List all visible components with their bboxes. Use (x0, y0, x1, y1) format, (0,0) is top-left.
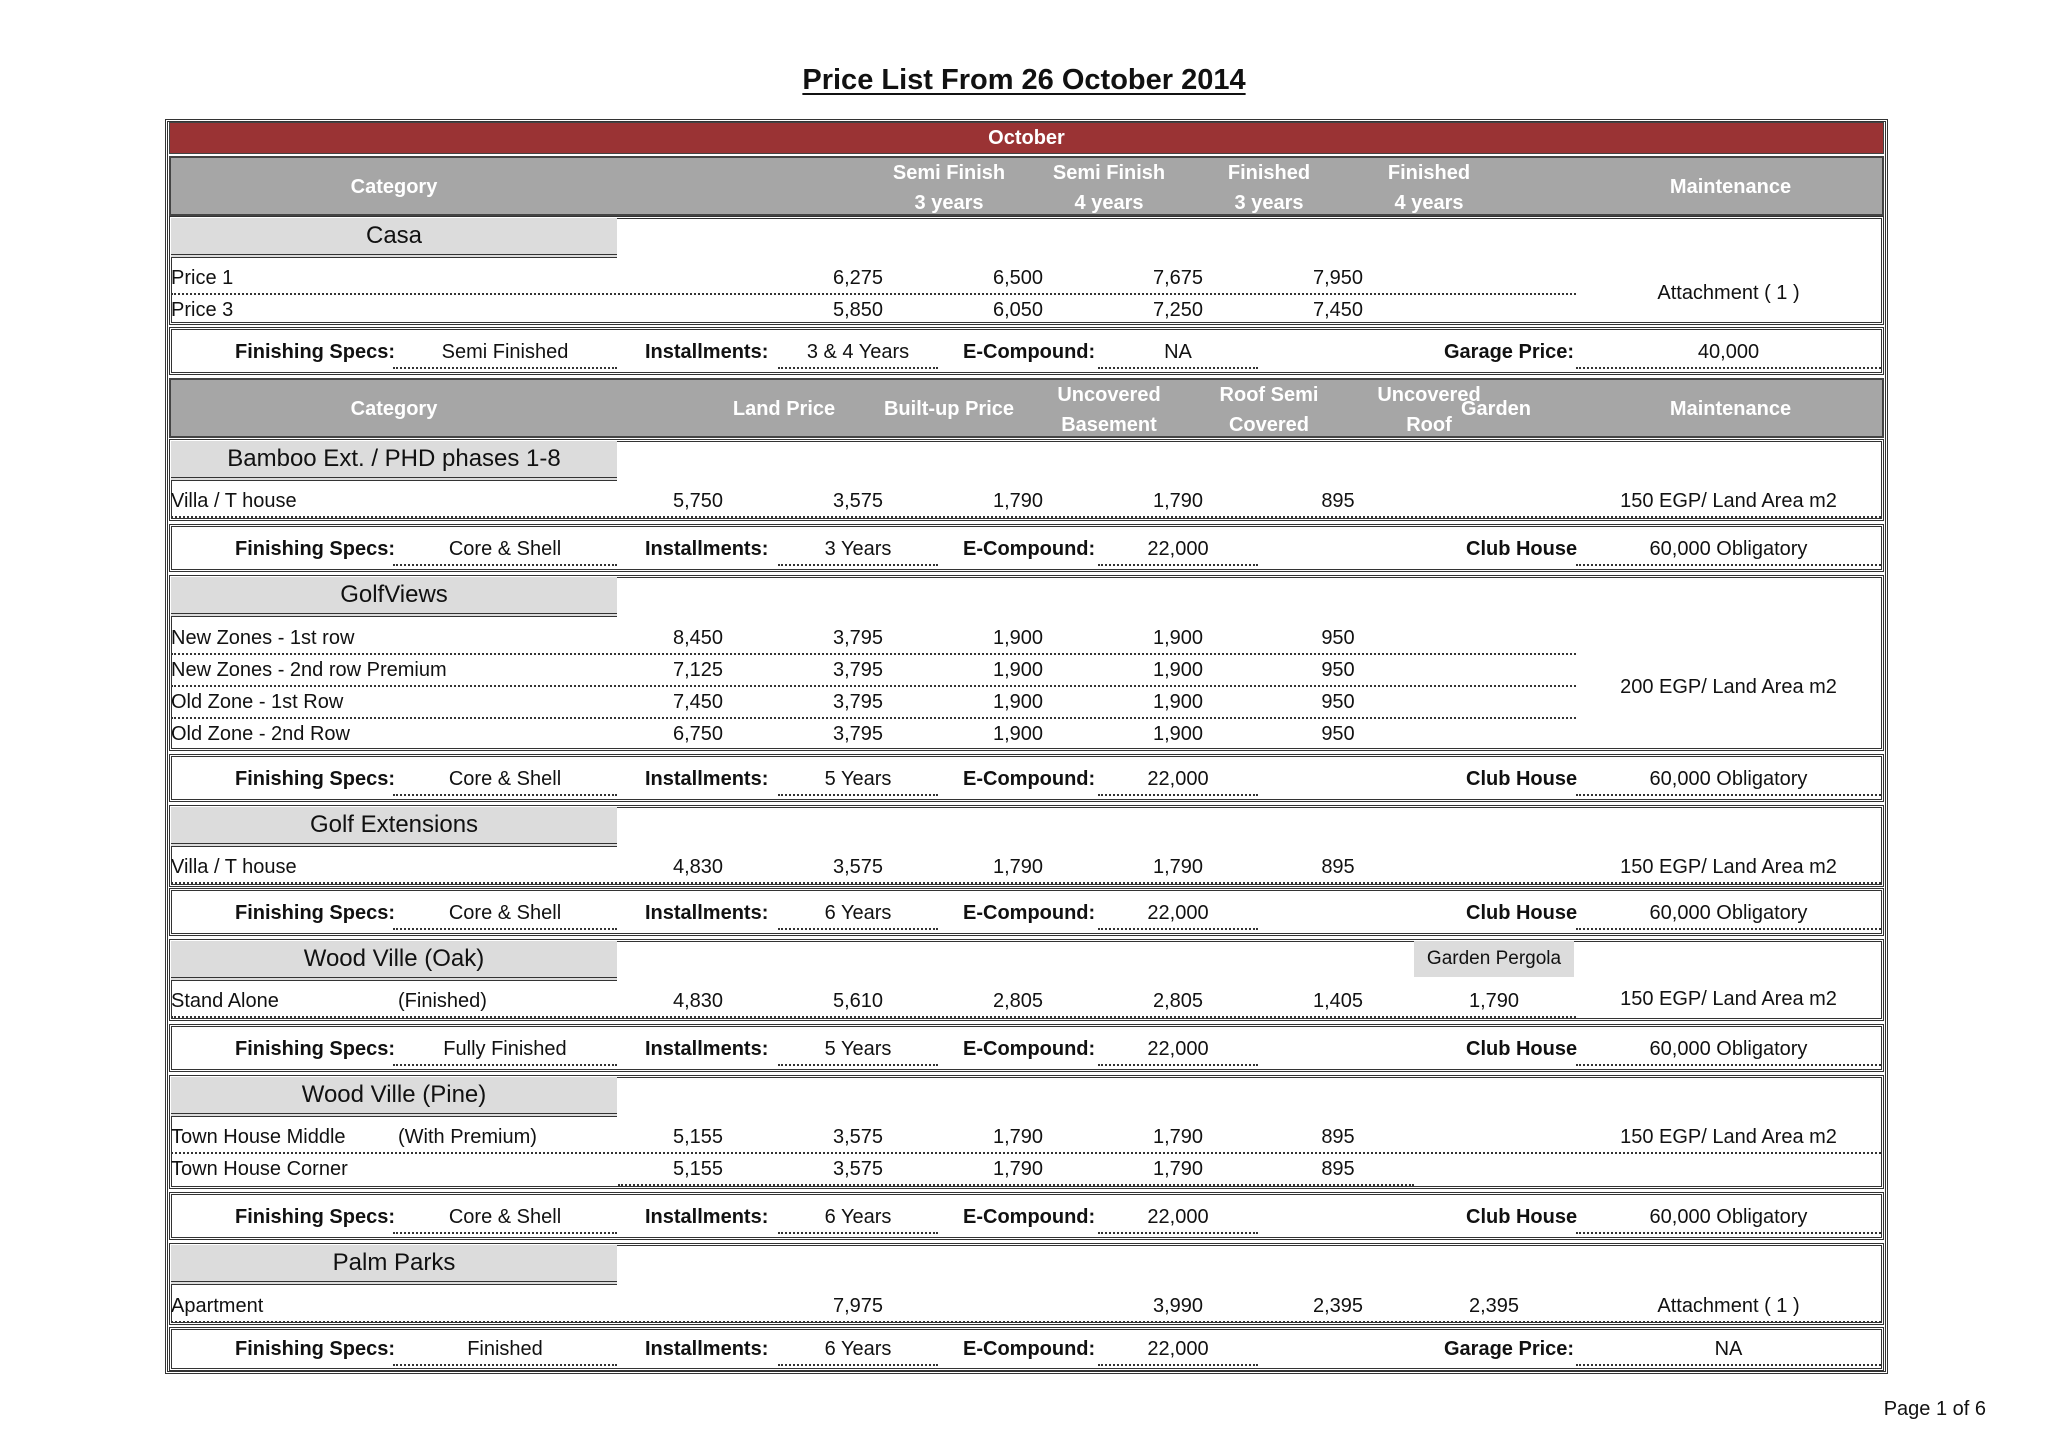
maintenance-value: 150 EGP/ Land Area m2 (1620, 490, 1837, 512)
cell: 1,900 (1152, 723, 1204, 745)
header-unc-roof-a: Uncovered (1377, 384, 1481, 406)
cell: 1,790 (992, 1158, 1044, 1180)
row-label: Villa / T house (171, 856, 297, 878)
cell: 1,790 (992, 490, 1044, 512)
row-note: (With Premium) (398, 1126, 537, 1148)
installments-value: 6 Years (778, 1334, 938, 1366)
finishing-specs-label: Finishing Specs: (235, 1338, 396, 1360)
club-house-value: 60,000 Obligatory (1576, 534, 1881, 566)
cell: 7,950 (1312, 267, 1364, 289)
ecompound-label: E-Compound: (963, 341, 1096, 363)
row-label: Price 3 (171, 299, 234, 321)
finishing-specs-label: Finishing Specs: (235, 538, 396, 560)
ecompound-value: 22,000 (1098, 1334, 1258, 1366)
ecompound-label: E-Compound: (963, 768, 1096, 790)
cell: 8,450 (672, 627, 724, 649)
installments-value: 3 & 4 Years (778, 337, 938, 369)
finishing-specs-label: Finishing Specs: (235, 768, 396, 790)
cell: 1,790 (1152, 490, 1204, 512)
header-garden: Garden (1460, 398, 1532, 420)
cell: 6,275 (832, 267, 884, 289)
installments-value: 6 Years (778, 898, 938, 930)
header-roof-semi-b: Covered (1228, 414, 1310, 436)
page-title: Price List From 26 October 2014 (802, 64, 1246, 96)
row-label: Price 1 (171, 267, 234, 289)
cell: 1,405 (1312, 990, 1364, 1012)
garage-price-value: NA (1576, 1334, 1881, 1366)
cell: 3,990 (1152, 1295, 1204, 1317)
club-house-label: Club House (1466, 1038, 1578, 1060)
cell: 2,805 (992, 990, 1044, 1012)
row-label: Town House Middle (171, 1126, 346, 1148)
header-unc-basement-b: Basement (1061, 414, 1157, 436)
club-house-label: Club House (1466, 768, 1578, 790)
cell: 7,250 (1152, 299, 1204, 321)
finishing-specs-value: Finished (393, 1334, 617, 1366)
cell: 2,395 (1468, 1295, 1520, 1317)
finishing-specs-value: Core & Shell (393, 1202, 617, 1234)
header-casa (169, 156, 1884, 216)
cell: 7,975 (832, 1295, 884, 1317)
club-house-value: 60,000 Obligatory (1576, 898, 1881, 930)
ecompound-label: E-Compound: (963, 1038, 1096, 1060)
cell: 5,610 (832, 990, 884, 1012)
cell: 3,575 (832, 856, 884, 878)
header-fin-4-a: Finished (1387, 162, 1471, 184)
installments-label: Installments: (645, 1206, 769, 1228)
category-golf-extensions: Golf Extensions (171, 807, 617, 847)
cell: 7,125 (672, 659, 724, 681)
row-divider (171, 516, 1881, 518)
row-label: Town House Corner (171, 1158, 348, 1180)
row-label: Stand Alone (171, 990, 279, 1012)
cell: 1,900 (1152, 691, 1204, 713)
cell: 1,790 (992, 1126, 1044, 1148)
finishing-specs-label: Finishing Specs: (235, 1038, 396, 1060)
finishing-specs-value: Core & Shell (393, 898, 617, 930)
finishing-specs-label: Finishing Specs: (235, 902, 396, 924)
header-semi-3-a: Semi Finish (892, 162, 1006, 184)
maintenance-value: Attachment ( 1 ) (1657, 1295, 1800, 1317)
row-label: Old Zone - 2nd Row (171, 723, 350, 745)
installments-value: 5 Years (778, 764, 938, 796)
row-divider (171, 1016, 1576, 1018)
header-semi-4-b: 4 years (1074, 192, 1144, 214)
installments-label: Installments: (645, 768, 769, 790)
installments-label: Installments: (645, 1338, 769, 1360)
cell: 6,050 (992, 299, 1044, 321)
cell: 895 (1321, 1158, 1355, 1180)
cell: 4,830 (672, 990, 724, 1012)
ecompound-label: E-Compound: (963, 538, 1096, 560)
cell: 950 (1321, 627, 1355, 649)
cell: 895 (1321, 856, 1355, 878)
finishing-specs-label: Finishing Specs: (235, 341, 396, 363)
cell: 950 (1321, 723, 1355, 745)
garage-price-label: Garage Price: (1444, 1338, 1575, 1360)
cell: 6,750 (672, 723, 724, 745)
cell: 3,795 (832, 627, 884, 649)
cell: 950 (1321, 691, 1355, 713)
cell: 5,155 (672, 1126, 724, 1148)
header-category: Category (350, 176, 438, 198)
cell: 5,155 (672, 1158, 724, 1180)
row-label: New Zones - 2nd row Premium (171, 659, 447, 681)
cell: 950 (1321, 659, 1355, 681)
row-label: Villa / T house (171, 490, 297, 512)
maintenance-value: 150 EGP/ Land Area m2 (1620, 1126, 1837, 1148)
club-house-value: 60,000 Obligatory (1576, 764, 1881, 796)
header-builtup-price: Built-up Price (883, 398, 1014, 420)
cell: 1,900 (992, 659, 1044, 681)
cell: 3,795 (832, 691, 884, 713)
cell: 1,900 (1152, 627, 1204, 649)
finishing-specs-value: Fully Finished (393, 1034, 617, 1066)
header-land-price: Land Price (732, 398, 836, 420)
row-divider (618, 1184, 1414, 1186)
ecompound-label: E-Compound: (963, 1206, 1096, 1228)
club-house-label: Club House (1466, 902, 1578, 924)
cell: 7,450 (1312, 299, 1364, 321)
header-roof-semi-a: Roof Semi (1219, 384, 1319, 406)
category-golfviews: GolfViews (171, 577, 617, 617)
cell: 3,575 (832, 1126, 884, 1148)
cell: 895 (1321, 490, 1355, 512)
cell: 7,675 (1152, 267, 1204, 289)
installments-label: Installments: (645, 341, 769, 363)
maintenance-value: 150 EGP/ Land Area m2 (1620, 856, 1837, 878)
cell: 1,790 (1152, 1126, 1204, 1148)
row-label: Old Zone - 1st Row (171, 691, 344, 713)
installments-value: 6 Years (778, 1202, 938, 1234)
installments-value: 5 Years (778, 1034, 938, 1066)
cell: 1,900 (992, 723, 1044, 745)
category-woodville-oak: Wood Ville (Oak) (171, 941, 617, 981)
header-maintenance: Maintenance (1669, 176, 1792, 198)
row-divider (171, 1321, 1881, 1323)
category-casa: Casa (171, 218, 617, 258)
ecompound-value: NA (1098, 337, 1258, 369)
garage-price-value: 40,000 (1576, 337, 1881, 369)
garage-price-label: Garage Price: (1444, 341, 1575, 363)
finishing-specs-value: Core & Shell (393, 764, 617, 796)
row-note: (Finished) (398, 990, 487, 1012)
finishing-specs-label: Finishing Specs: (235, 1206, 396, 1228)
header-maintenance: Maintenance (1669, 398, 1792, 420)
club-house-value: 60,000 Obligatory (1576, 1034, 1881, 1066)
header-unc-roof-b: Roof (1406, 414, 1452, 436)
category-woodville-pine: Wood Ville (Pine) (171, 1077, 617, 1117)
ecompound-value: 22,000 (1098, 534, 1258, 566)
cell: 2,805 (1152, 990, 1204, 1012)
maintenance-value: 200 EGP/ Land Area m2 (1620, 676, 1837, 698)
cell: 7,450 (672, 691, 724, 713)
cell: 895 (1321, 1126, 1355, 1148)
row-divider (171, 882, 1881, 884)
ecompound-value: 22,000 (1098, 1202, 1258, 1234)
header-semi-4-a: Semi Finish (1052, 162, 1166, 184)
cell: 1,790 (1152, 1158, 1204, 1180)
cell: 3,575 (832, 1158, 884, 1180)
cell: 4,830 (672, 856, 724, 878)
maintenance-value: 150 EGP/ Land Area m2 (1620, 988, 1837, 1010)
cell: 1,790 (992, 856, 1044, 878)
header-semi-3-b: 3 years (914, 192, 984, 214)
header-villas (169, 378, 1884, 438)
club-house-label: Club House (1466, 538, 1578, 560)
club-house-value: 60,000 Obligatory (1576, 1202, 1881, 1234)
ecompound-value: 22,000 (1098, 898, 1258, 930)
ecompound-value: 22,000 (1098, 1034, 1258, 1066)
cell: 1,900 (992, 691, 1044, 713)
installments-label: Installments: (645, 902, 769, 924)
installments-label: Installments: (645, 538, 769, 560)
cell: 1,900 (992, 627, 1044, 649)
month-band: October (169, 122, 1884, 154)
cell: 3,795 (832, 659, 884, 681)
installments-value: 3 Years (778, 534, 938, 566)
cell: 1,790 (1468, 990, 1520, 1012)
header-fin-4-b: 4 years (1394, 192, 1464, 214)
row-label: Apartment (171, 1295, 264, 1317)
finishing-specs-value: Core & Shell (393, 534, 617, 566)
cell: 6,500 (992, 267, 1044, 289)
page-number: Page 1 of 6 (1883, 1398, 1986, 1420)
ecompound-label: E-Compound: (963, 902, 1096, 924)
header-fin-3-a: Finished (1227, 162, 1311, 184)
ecompound-label: E-Compound: (963, 1338, 1096, 1360)
header-unc-basement-a: Uncovered (1057, 384, 1161, 406)
cell: 1,900 (1152, 659, 1204, 681)
header-category: Category (350, 398, 438, 420)
finishing-specs-value: Semi Finished (393, 337, 617, 369)
installments-label: Installments: (645, 1038, 769, 1060)
ecompound-value: 22,000 (1098, 764, 1258, 796)
cell: 5,750 (672, 490, 724, 512)
category-palm-parks: Palm Parks (171, 1245, 617, 1285)
cell: 1,790 (1152, 856, 1204, 878)
cell: 3,575 (832, 490, 884, 512)
row-label: New Zones - 1st row (171, 627, 355, 649)
category-bamboo: Bamboo Ext. / PHD phases 1-8 (171, 441, 617, 481)
garden-pergola-header: Garden Pergola (1414, 941, 1574, 977)
club-house-label: Club House (1466, 1206, 1578, 1228)
cell: 3,795 (832, 723, 884, 745)
maintenance-value: Attachment ( 1 ) (1657, 282, 1800, 304)
cell: 5,850 (832, 299, 884, 321)
cell: 2,395 (1312, 1295, 1364, 1317)
header-fin-3-b: 3 years (1234, 192, 1304, 214)
